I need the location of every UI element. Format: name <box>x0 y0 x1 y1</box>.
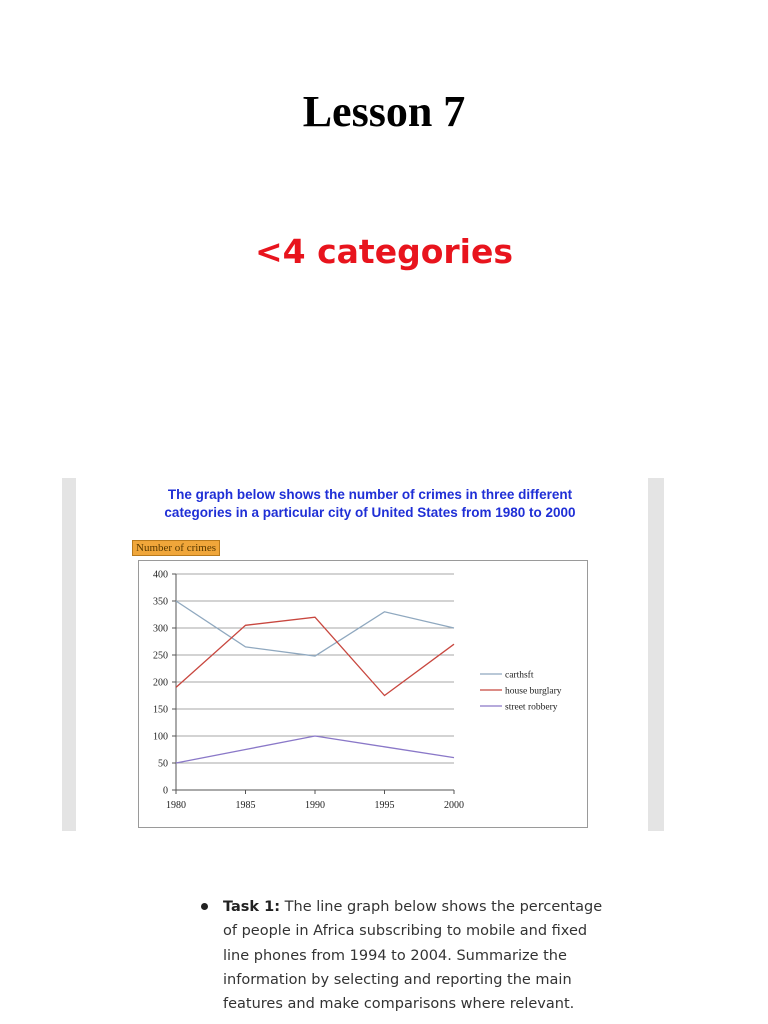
x-tick-label: 2000 <box>444 800 464 811</box>
task-label: Task 1: <box>223 899 281 915</box>
y-tick-label: 400 <box>153 569 168 581</box>
bullet-icon <box>201 903 208 910</box>
line-chart <box>138 560 588 828</box>
y-tick-label: 150 <box>153 704 168 716</box>
legend-label-2: house burglary <box>505 686 562 697</box>
y-tick-label: 200 <box>153 677 168 689</box>
x-tick-label: 1980 <box>166 800 186 811</box>
x-tick-label: 1990 <box>305 800 325 811</box>
task-block <box>185 895 625 1016</box>
figure-edge-left <box>62 478 76 831</box>
page-title: Lesson 7 <box>302 87 466 136</box>
chart-heading-line-1: The graph below shows the number of crimes in three different <box>167 487 573 502</box>
y-tick-label: 100 <box>153 731 168 743</box>
figure-edge-right <box>648 478 664 831</box>
page-subtitle: <4 categories <box>255 232 513 271</box>
y-tick-label: 50 <box>158 758 168 770</box>
chart-heading <box>110 486 630 522</box>
chart-heading-line-2: categories in a particular city of United States from 1980 to 2000 <box>164 505 576 520</box>
y-tick-label: 0 <box>163 785 168 797</box>
legend-label-3: street robbery <box>505 702 558 713</box>
y-tick-label: 250 <box>153 650 168 662</box>
legend-label-1: carthsft <box>505 670 534 681</box>
x-tick-label: 1985 <box>235 800 256 811</box>
y-tick-label: 350 <box>153 596 168 608</box>
y-tick-label: 300 <box>153 623 168 635</box>
task-text <box>223 895 613 1016</box>
y-unit-label: Number of crimes <box>132 540 220 556</box>
x-tick-label: 1995 <box>374 800 395 811</box>
task-description: The line graph below shows the percentage of people in Africa subscribing to mobile and fixed line phones from 1994 to 2004. Summarize the information by selecting and reporting the main features and make comparisons where relevant. <box>223 899 603 1013</box>
